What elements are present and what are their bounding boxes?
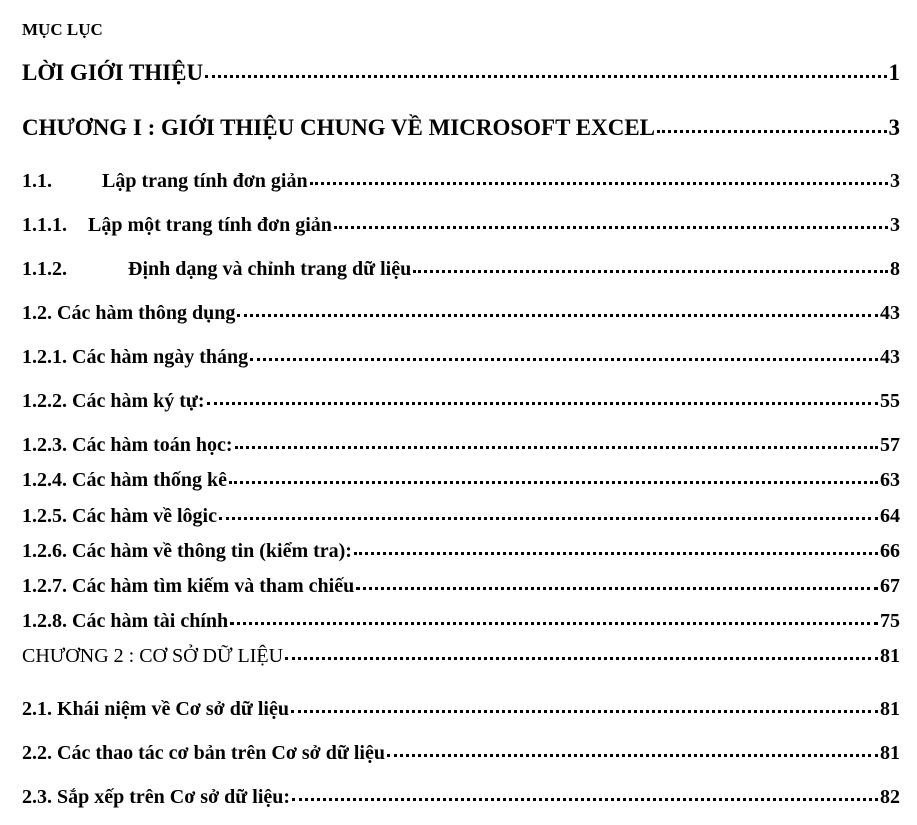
toc-entry-title: 1.2.7. Các hàm tìm kiếm và tham chiếu (22, 575, 355, 597)
dot-leader (235, 446, 878, 449)
toc-entry-number: 1.1. (22, 170, 52, 192)
toc-entry-title: Lập trang tính đơn giản (102, 170, 308, 192)
toc-entry-title: 1.2.3. Các hàm toán học: (22, 434, 233, 456)
dot-leader (250, 358, 878, 361)
toc-entry-title: Lập một trang tính đơn giản (88, 214, 332, 236)
toc-entry-title: CHƯƠNG 2 : CƠ SỞ DỮ LIỆU (22, 645, 284, 667)
toc-entry-chuong-1[interactable] (22, 115, 900, 141)
dot-leader (285, 657, 878, 660)
toc-entry-page: 81 (880, 698, 900, 720)
toc-entry-title: 1.2.1. Các hàm ngày tháng (22, 346, 249, 368)
toc-entry-page: 3 (888, 115, 900, 140)
toc-entry-page: 3 (890, 170, 900, 192)
toc-entry-loi-gioi-thieu[interactable] (22, 60, 900, 86)
dot-leader (229, 481, 878, 484)
toc-entry-title: 1.2.4. Các hàm thống kê (22, 469, 228, 491)
toc-entry-page: 8 (890, 258, 900, 280)
dot-leader (334, 226, 888, 229)
dot-leader (354, 552, 878, 555)
dot-leader (387, 754, 878, 757)
toc-entry-page: 81 (880, 645, 900, 667)
toc-entry-title: 2.3. Sắp xếp trên Cơ sở dữ liệu: (22, 786, 291, 808)
toc-entry-title: LỜI GIỚI THIỆU (22, 60, 204, 85)
toc-entry-2-3[interactable] (22, 786, 900, 809)
dot-leader (207, 402, 878, 405)
toc-entry-title: 1.2.5. Các hàm về lôgic (22, 505, 217, 527)
toc-entry-title: 1.2.2. Các hàm ký tự: (22, 390, 205, 412)
dot-leader (657, 130, 886, 133)
toc-entry-page: 3 (890, 214, 900, 236)
toc-entry-title: CHƯƠNG I : GIỚI THIỆU CHUNG VỀ MICROSOFT EXCEL (22, 115, 656, 140)
toc-entry-2-1[interactable] (22, 698, 900, 721)
toc-entry-1-1-1[interactable] (22, 214, 900, 237)
dot-leader (356, 587, 878, 590)
toc-entry-1-2-1[interactable] (22, 346, 900, 369)
toc-entry-1-1-2[interactable] (22, 258, 900, 281)
toc-heading: MỤC LỤC (22, 20, 103, 39)
toc-entry-page: 67 (880, 575, 900, 597)
dot-leader (230, 622, 878, 625)
toc-entry-1-1[interactable] (22, 170, 900, 193)
toc-entry-page: 81 (880, 742, 900, 764)
toc-entry-number: 1.1.2. (22, 258, 67, 280)
dot-leader (310, 182, 888, 185)
toc-entry-page: 57 (880, 434, 900, 456)
toc-entry-1-2[interactable] (22, 302, 900, 325)
toc-entry-title: 2.1. Khái niệm về Cơ sở dữ liệu (22, 698, 289, 720)
toc-entry-title: 1.2.8. Các hàm tài chính (22, 610, 229, 632)
toc-entry-1-2-7[interactable] (22, 575, 900, 598)
toc-entry-1-2-4[interactable] (22, 469, 900, 492)
toc-entry-title: 1.2. Các hàm thông dụng (22, 302, 236, 324)
dot-leader (292, 798, 878, 801)
dot-leader (237, 314, 878, 317)
toc-entry-page: 43 (880, 302, 900, 324)
toc-entry-page: 75 (880, 610, 900, 632)
toc-entry-1-2-8[interactable] (22, 610, 900, 633)
dot-leader (205, 75, 886, 78)
toc-entry-1-2-6[interactable] (22, 540, 900, 563)
toc-entry-page: 1 (888, 60, 900, 85)
toc-entry-page: 64 (880, 505, 900, 527)
dot-leader (413, 270, 888, 273)
dot-leader (219, 517, 878, 520)
toc-entry-page: 82 (880, 786, 900, 808)
toc-entry-2-2[interactable] (22, 742, 900, 765)
toc-entry-title: 1.2.6. Các hàm về thông tin (kiểm tra): (22, 540, 352, 562)
toc-entry-1-2-5[interactable] (22, 505, 900, 528)
toc-entry-page: 43 (880, 346, 900, 368)
dot-leader (291, 710, 878, 713)
toc-entry-number: 1.1.1. (22, 214, 67, 236)
toc-entry-title: Định dạng và chỉnh trang dữ liệu (128, 258, 412, 280)
toc-entry-page: 55 (880, 390, 900, 412)
toc-entry-page: 63 (880, 469, 900, 491)
toc-entry-chuong-2[interactable] (22, 645, 900, 668)
toc-entry-title: 2.2. Các thao tác cơ bản trên Cơ sở dữ liệu (22, 742, 385, 764)
toc-entry-page: 66 (880, 540, 900, 562)
toc-entry-1-2-3[interactable] (22, 434, 900, 457)
toc-entry-1-2-2[interactable] (22, 390, 900, 413)
